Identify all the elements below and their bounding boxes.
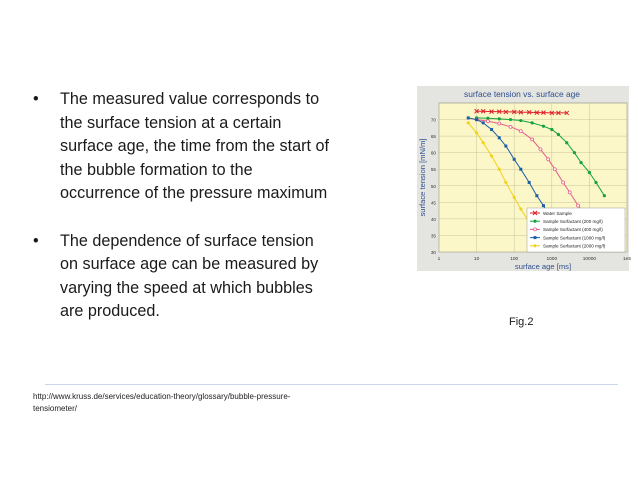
data-point-open-circle [486, 120, 489, 123]
data-point-square [513, 158, 516, 161]
x-tick-label: 100 [510, 257, 519, 262]
data-point-circle [531, 121, 534, 124]
data-point-open-circle [568, 191, 571, 194]
data-point-open-circle [531, 138, 534, 141]
legend-label: Sample Surfactant (1000 mg/l) [543, 235, 606, 241]
data-point-square [475, 118, 478, 121]
data-point-circle [594, 181, 597, 184]
data-point-square [535, 194, 538, 197]
data-point-open-circle [534, 228, 537, 231]
x-tick-label: 10000 [582, 257, 597, 262]
y-tick-label: 55 [430, 167, 436, 173]
data-point-circle [533, 220, 536, 223]
y-axis-label: surface tension [mN/m] [418, 138, 427, 217]
data-point-open-circle [539, 148, 542, 151]
data-point-circle [509, 118, 512, 121]
bullet-glyph: • [33, 90, 39, 108]
bullet-glyph: • [33, 231, 39, 250]
legend-label: Sample Surfactant (2000 mg/l) [543, 243, 606, 249]
x-tick-label: 1000 [546, 257, 558, 262]
bullet-item-2 [33, 230, 333, 324]
data-point-square [498, 136, 501, 139]
data-point-circle [573, 151, 576, 154]
data-point-circle [542, 125, 545, 128]
chart-title: surface tension vs. surface age [464, 89, 580, 99]
data-point-circle [588, 171, 591, 174]
y-tick-label: 35 [430, 233, 436, 239]
x-tick-label: 10 [473, 257, 480, 262]
x-tick-label: 1 [437, 257, 441, 262]
surface-tension-chart [417, 86, 632, 271]
bullet-list [33, 88, 333, 324]
data-point-circle [498, 117, 501, 120]
legend-label: Sample Surfactant (200 mg/l) [543, 219, 603, 224]
y-tick-label: 60 [430, 150, 436, 156]
legend-label: Sample Surfactant (400 mg/l) [543, 227, 603, 233]
data-point-open-circle [498, 122, 501, 125]
data-point-square [534, 236, 537, 239]
y-tick-label: 40 [430, 216, 436, 222]
data-point-open-circle [509, 125, 512, 128]
x-axis-label: surface age [ms] [514, 262, 572, 271]
data-point-square [542, 204, 545, 207]
data-point-open-circle [553, 168, 556, 171]
y-tick-label: 50 [430, 183, 436, 189]
data-point-open-circle [577, 204, 580, 207]
data-point-square [504, 145, 507, 148]
data-point-square [482, 121, 485, 124]
data-point-circle [519, 119, 522, 122]
divider-line [45, 384, 618, 385]
y-tick-label: 30 [430, 250, 436, 255]
data-point-circle [557, 133, 560, 136]
surface-tension-chart-figure [417, 86, 632, 271]
data-point-circle [579, 161, 582, 164]
data-point-open-circle [547, 158, 550, 161]
source-url: http://www.kruss.de/services/education-theory/glossary/bubble-pressure-tensiometer/ [33, 392, 291, 413]
figure-caption: Fig.2 [509, 316, 534, 328]
y-tick-label: 70 [430, 117, 436, 123]
y-tick-label: 45 [430, 200, 436, 206]
data-point-square [490, 128, 493, 131]
data-point-open-circle [562, 181, 565, 184]
bullet-text-1: The measured value corresponds to the surface tension at a certain surface age, the time from the start of the bubble formation to the occurrence of the pressure maximum [60, 90, 330, 202]
data-point-circle [550, 128, 553, 131]
data-point-circle [603, 194, 606, 197]
bullet-item-1 [33, 88, 333, 206]
x-tick-label: 1e5 [622, 257, 632, 262]
data-point-square [467, 116, 470, 119]
data-point-circle [565, 141, 568, 144]
legend-label: Water Sample [543, 210, 572, 216]
data-point-square [528, 181, 531, 184]
bullet-text-2: The dependence of surface tension on surface age can be measured by varying the speed at which bubbles are produced. [60, 231, 319, 320]
data-point-square [519, 168, 522, 171]
y-tick-label: 65 [430, 134, 436, 140]
data-point-open-circle [519, 130, 522, 133]
